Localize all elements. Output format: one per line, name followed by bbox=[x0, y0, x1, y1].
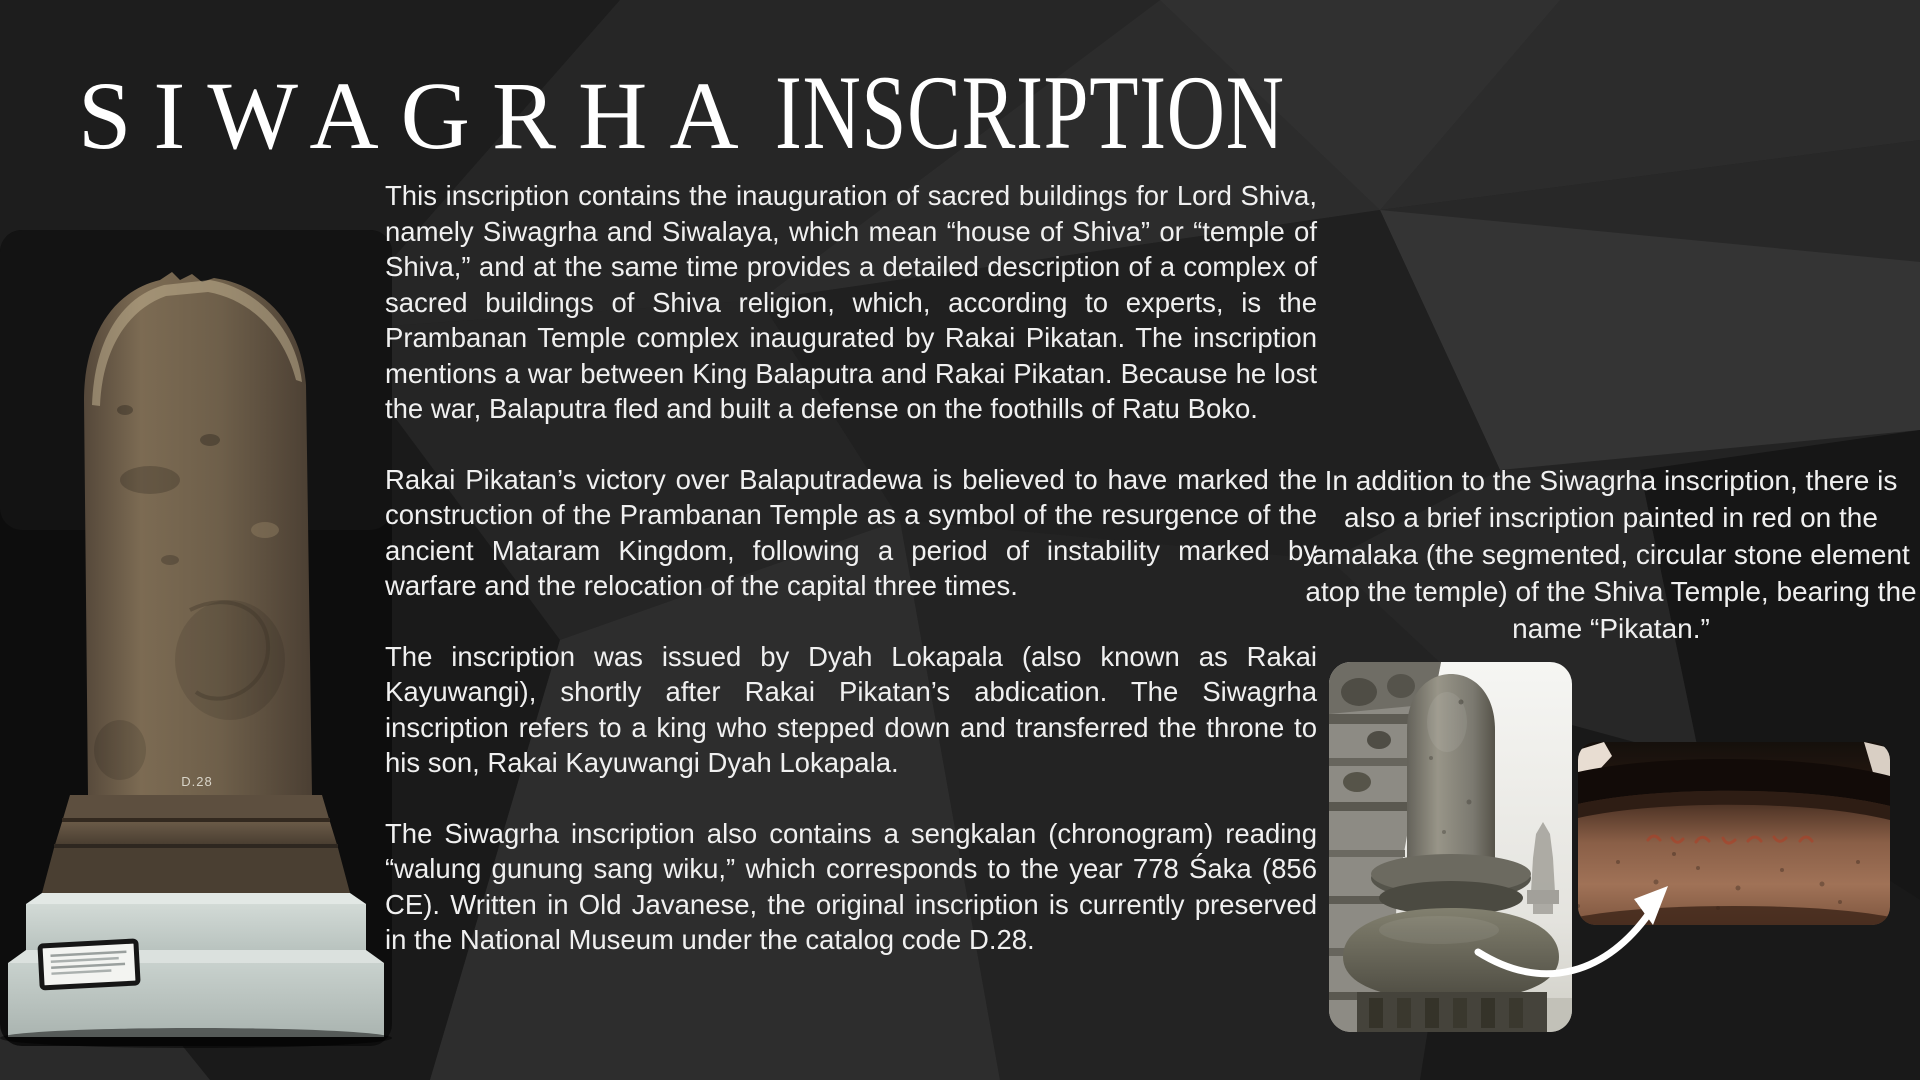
amalaka-photo bbox=[1329, 662, 1572, 1032]
pedestal-step-top bbox=[26, 893, 366, 904]
paragraph-victory: Rakai Pikatan’s victory over Balaputradewa is believed to have marked the construction of the Prambanan Temple as a symbol of the resurgence of the ancient Mataram Kingdom, following a period of instability marked by warfare and the relocation of the capital three times. bbox=[385, 463, 1317, 601]
main-text-column bbox=[385, 178, 1317, 958]
side-note: In addition to the Siwagrha inscription, there is also a brief inscription painted in red on the amalaka (the segmented, circular stone element atop the temple) of the Shiva Temple, bearing the name “Pikatan.” bbox=[1305, 465, 1917, 644]
paragraph-issued-by: The inscription was issued by Dyah Lokapala (also known as Rakai Kayuwangi), shortly after Rakai Pikatan’s abdication. The Siwagrha inscription refers to a king who stepped down and transferred the throne to his son, Rakai Kayuwangi Dyah Lokapala. bbox=[385, 640, 1317, 778]
paragraph-inauguration: This inscription contains the inauguration of sacred buildings for Lord Shiva, namely Siwagrha and Siwalaya, which mean “house of Shiva” or “temple of Shiva,” and at the same time provides a detailed description of a complex of sacred buildings of Shiva religion, which, according to experts, is the Prambanan Temple complex inaugurated by Rakai Pikatan. The inscription mentions a war between King Balaputra and Rakai Pikatan. Because he lost the war, Balaputra fled and built a defense on the foothills of Ratu Boko. bbox=[385, 180, 1317, 424]
page-title-word1: SIWAGRHA bbox=[78, 62, 761, 170]
stele-body bbox=[84, 272, 312, 795]
catalog-label: D.28 bbox=[181, 774, 213, 789]
page-title-word2: INSCRIPTION bbox=[774, 54, 1285, 172]
stele-photo bbox=[0, 230, 395, 1050]
paragraph-sengkalan: The Siwagrha inscription also contains a sengkalan (chronogram) reading “walung gunung sang wiku,” which corresponds to the year 778 Śaka (856 CE). Written in Old Javanese, the original inscription is currently preserved in the National Museum under the catalog code D.28. bbox=[385, 817, 1317, 955]
museum-plaque bbox=[40, 941, 138, 988]
carved-base bbox=[1357, 992, 1547, 1032]
closeup-red-inscription-photo bbox=[1578, 742, 1890, 925]
page-title bbox=[78, 55, 1445, 172]
stele-molding bbox=[62, 795, 330, 822]
